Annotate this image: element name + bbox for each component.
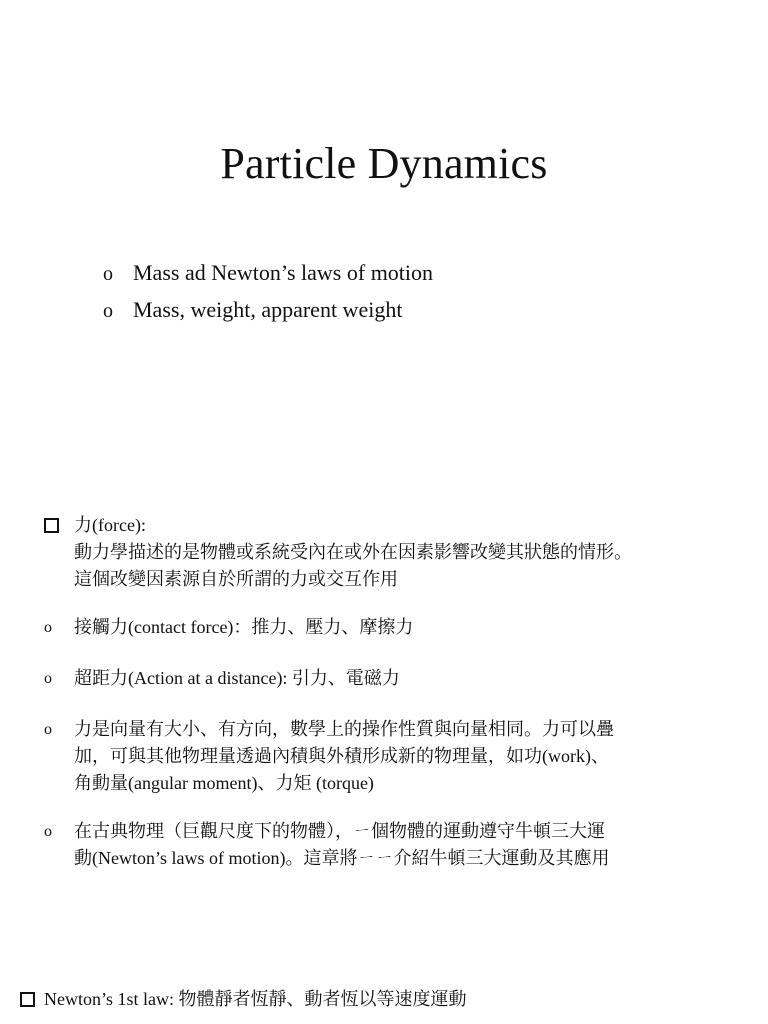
force-line: 動力學描述的是物體或系統受內在或外在因素影響改變其狀態的情形。: [74, 542, 632, 562]
force-line: 這個改變因素源自於所謂的力或交互作用: [74, 569, 398, 589]
newton-first-law: [20, 986, 467, 1016]
point-line: 在古典物理（巨觀尺度下的物體），ㄧ個物體的運動遵守牛頓三大運: [74, 821, 605, 841]
bullet-icon: o: [44, 670, 52, 687]
point-line: 接觸力(contact force)：推力、壓力、摩擦力: [74, 617, 414, 637]
point-line: 力是向量有大小、有方向，數學上的操作性質與向量相同。力可以疊: [74, 719, 614, 739]
subtopic-item: [103, 292, 433, 329]
newton-first-law-text: Newton’s 1st law: 物體靜者恆靜、動者恆以等速度運動: [44, 989, 467, 1009]
point-action-at-distance: [44, 665, 400, 692]
point-line: 超距力(Action at a distance): 引力、電磁力: [74, 668, 400, 688]
bullet-icon: o: [103, 300, 113, 322]
subtopic-text: Mass, weight, apparent weight: [133, 297, 403, 322]
force-heading: 力(force):: [74, 515, 146, 535]
point-line: 加，可與其他物理量透過內積與外積形成新的物理量，如功(work)、: [74, 746, 609, 766]
subtopic-text: Mass ad Newton’s laws of motion: [133, 260, 434, 285]
bullet-icon: o: [44, 619, 52, 636]
page-title: Particle Dynamics: [220, 139, 548, 188]
point-line: 角動量(angular moment)、力矩 (torque): [74, 773, 374, 793]
bullet-icon: o: [44, 823, 52, 840]
subtopic-list: [103, 255, 433, 329]
checkbox-bullet-icon: [44, 512, 74, 542]
bullet-icon: o: [44, 721, 52, 738]
checkbox-bullet-icon: [20, 986, 44, 1016]
point-line: 動(Newton’s laws of motion)。這章將ㄧㄧ介紹牛頓三大運動及其應用: [74, 848, 610, 868]
force-definition: [44, 512, 632, 593]
subtopic-item: [103, 255, 433, 292]
bullet-icon: o: [103, 263, 113, 285]
point-force-vector: [44, 716, 614, 797]
point-contact-force: [44, 614, 413, 641]
point-classical-physics: [44, 818, 609, 872]
